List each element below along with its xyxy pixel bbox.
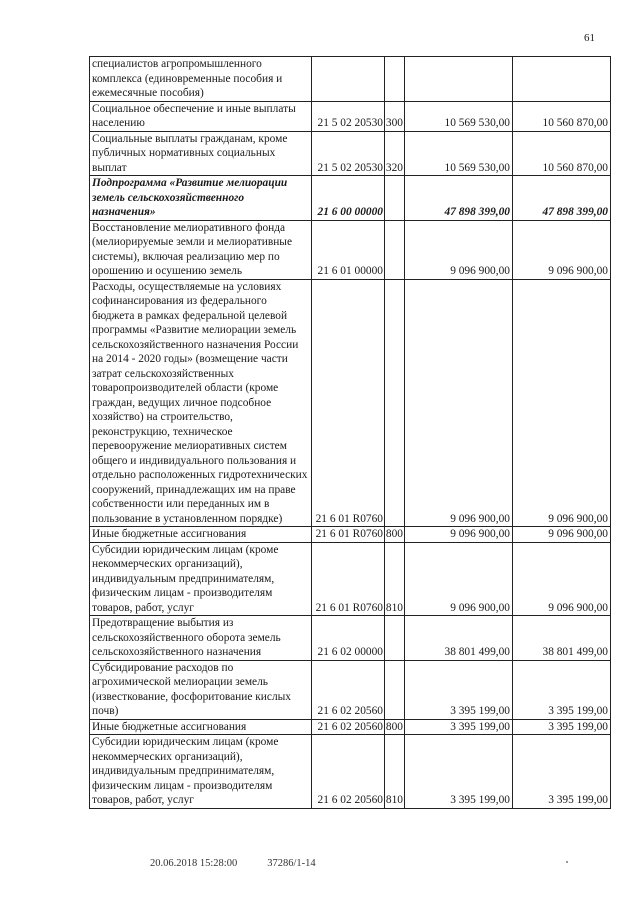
row-description: специалистов агропромышленного комплекса (единовременные пособия и ежемесячные пособия) — [90, 57, 312, 101]
row-expense-type: 810 — [385, 735, 405, 808]
row-amount-year-2: 3 395 199,00 — [513, 661, 611, 719]
row-amount-year-1: 9 096 900,00 — [405, 280, 513, 527]
row-target-code: 21 6 02 00000 — [312, 616, 385, 660]
row-amount-year-1: 3 395 199,00 — [405, 661, 513, 719]
scan-speck — [566, 861, 568, 863]
row-expense-type — [385, 661, 405, 719]
row-expense-type — [385, 221, 405, 279]
row-expense-type: 300 — [385, 102, 405, 131]
row-target-code: 21 6 01 R0760 — [312, 280, 385, 527]
row-amount-year-1: 38 801 499,00 — [405, 616, 513, 660]
footer-timestamp: 20.06.2018 15:28:00 — [150, 858, 238, 869]
row-target-code: 21 6 01 R0760 — [312, 543, 385, 616]
table-row — [90, 543, 611, 617]
row-expense-type — [385, 57, 405, 101]
row-amount-year-2: 3 395 199,00 — [513, 735, 611, 808]
row-amount-year-1: 10 569 530,00 — [405, 102, 513, 131]
table-row — [90, 280, 611, 528]
row-amount-year-1: 47 898 399,00 — [405, 176, 513, 220]
row-expense-type — [385, 280, 405, 527]
row-amount-year-2: 9 096 900,00 — [513, 280, 611, 527]
row-description: Иные бюджетные ассигнования — [90, 527, 312, 542]
row-target-code: 21 6 02 20560 — [312, 735, 385, 808]
table-row — [90, 57, 611, 102]
row-target-code: 21 5 02 20530 — [312, 132, 385, 176]
table-row — [90, 176, 611, 221]
row-target-code: 21 6 02 20560 — [312, 661, 385, 719]
table-row — [90, 527, 611, 543]
row-amount-year-1: 9 096 900,00 — [405, 543, 513, 616]
row-description: Восстановление мелиоративного фонда (мелиорируемые земли и мелиоративные системы), включая реализацию мер по орошению и осушению земель — [90, 221, 312, 279]
row-amount-year-2 — [513, 57, 611, 101]
row-description: Субсидии юридическим лицам (кроме некоммерческих организаций), индивидуальным предпринимателям, физическим лицам - производителям товаров, работ, услуг — [90, 543, 312, 616]
row-amount-year-1: 3 395 199,00 — [405, 735, 513, 808]
table-row — [90, 720, 611, 736]
row-expense-type: 320 — [385, 132, 405, 176]
row-description: Иные бюджетные ассигнования — [90, 720, 312, 735]
row-description: Субсидии юридическим лицам (кроме некоммерческих организаций), индивидуальным предпринимателям, физическим лицам - производителям товаров, работ, услуг — [90, 735, 312, 808]
row-expense-type: 800 — [385, 720, 403, 733]
row-amount-year-2: 9 096 900,00 — [513, 527, 611, 542]
table-row — [90, 661, 611, 720]
row-amount-year-1: 9 096 900,00 — [405, 527, 513, 542]
footer-document-id: 37286/1-14 — [267, 858, 316, 869]
row-expense-type — [385, 176, 405, 220]
row-amount-year-1: 9 096 900,00 — [405, 221, 513, 279]
row-amount-year-1: 3 395 199,00 — [405, 720, 513, 735]
row-amount-year-2: 3 395 199,00 — [513, 720, 611, 735]
table-row — [90, 102, 611, 132]
row-amount-year-2: 47 898 399,00 — [513, 176, 611, 220]
row-amount-year-1: 10 569 530,00 — [405, 132, 513, 176]
row-expense-type — [385, 616, 405, 660]
page-number: 61 — [584, 32, 595, 44]
table-row — [90, 616, 611, 661]
row-amount-year-2: 9 096 900,00 — [513, 543, 611, 616]
row-target-code: 21 5 02 20530 — [312, 102, 385, 131]
row-expense-type: 810 — [385, 543, 405, 616]
row-description: Предотвращение выбытия из сельскохозяйственного оборота земель сельскохозяйственного назначения — [90, 616, 312, 660]
row-target-code: 21 6 02 20560 — [312, 720, 385, 735]
row-expense-type: 800 — [385, 528, 403, 540]
table-row — [90, 735, 611, 809]
row-target-code: 21 6 00 00000 — [312, 176, 385, 220]
row-description: Социальное обеспечение и иные выплаты населению — [90, 102, 312, 131]
row-description: Социальные выплаты гражданам, кроме публичных нормативных социальных выплат — [90, 132, 312, 176]
row-description: Подпрограмма «Развитие мелиорации земель сельскохозяйственного назначения» — [90, 176, 312, 220]
row-description: Субсидирование расходов по агрохимической мелиорации земель (известкование, фосфоритование кислых почв) — [90, 661, 312, 719]
row-target-code — [312, 57, 385, 101]
row-amount-year-2: 38 801 499,00 — [513, 616, 611, 660]
row-amount-year-1 — [405, 57, 513, 101]
budget-table — [89, 56, 611, 809]
table-row — [90, 221, 611, 280]
row-amount-year-2: 10 560 870,00 — [513, 102, 611, 131]
row-target-code: 21 6 01 00000 — [312, 221, 385, 279]
table-row — [90, 132, 611, 177]
row-target-code: 21 6 01 R0760 — [312, 527, 385, 542]
row-description: Расходы, осуществляемые на условиях софинансирования из федерального бюджета в рамках федеральной целевой программы «Развитие мелиорации земель сельскохозяйственного назначения России на 2014 - 2020 годы» (возмещение части затрат сельскохозяйственных товаропроизводителей области (кроме граждан, ведущих личное подсобное хозяйство) на строительство, реконструкцию, техническое перевооружение мелиоративных систем общего и индивидуального пользования и отдельно расположенных гидротехнических сооружений, принадлежащих им на праве собственности или переданных им в пользование в установленном порядке) — [90, 280, 312, 527]
row-amount-year-2: 9 096 900,00 — [513, 221, 611, 279]
row-amount-year-2: 10 560 870,00 — [513, 132, 611, 176]
document-footer — [150, 858, 316, 869]
